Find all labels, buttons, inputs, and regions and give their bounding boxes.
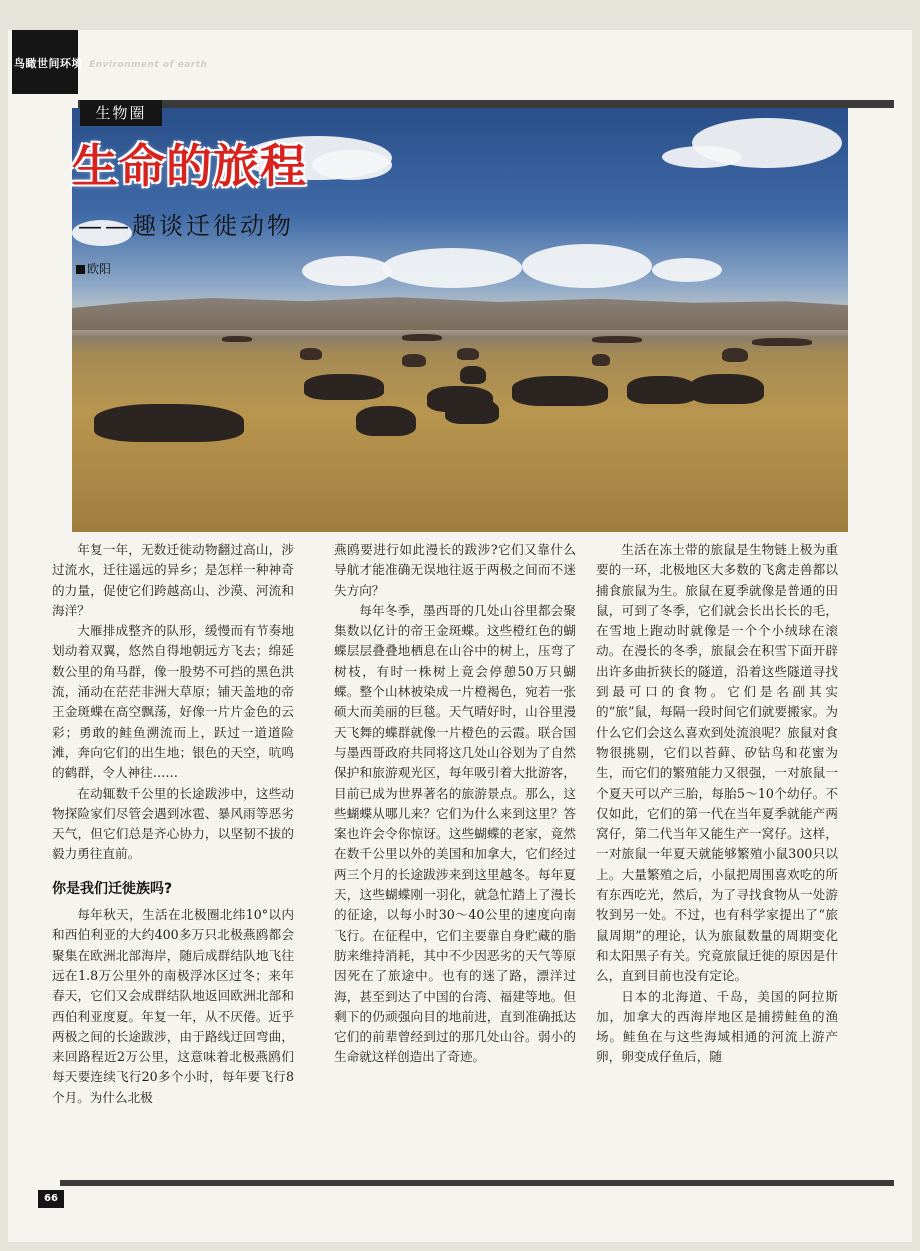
paragraph: 年复一年，无数迁徙动物翻过高山，涉过流水，迁往遥远的异乡；是怎样一种神奇的力量，促使它们跨越高山、沙漠、河流和海洋？ (52, 542, 294, 618)
article-subtitle: ——趣谈迁徙动物 (78, 212, 294, 240)
category-label: 生物圈 (80, 100, 162, 126)
article-title: 生命的旅程 (72, 139, 307, 193)
bottom-rule (60, 1180, 894, 1186)
square-bullet-icon (76, 265, 85, 274)
paragraph: 在动辄数千公里的长途跋涉中，这些动物探险家们尽管会遇到冰雹、暴风雨等恶劣天气，但它们总是齐心协力，以坚韧不拔的毅力勇往直前。 (52, 785, 294, 862)
section-heading: 你是我们迁徙族吗? (52, 880, 173, 897)
text-column-1 (52, 540, 294, 1178)
paragraph: 生活在冻土带的旅鼠是生物链上极为重要的一环，北极地区大多数的飞禽走兽都以捕食旅鼠为生。旅鼠在夏季就像是普通的田鼠，可到了冬季，它们就会长出长长的毛，在雪地上跑动时就像是一个个小绒球在滚动。在漫长的冬季，旅鼠会在积雪下面开辟出许多曲折狭长的隧道，沿着这些隧道寻找到最可口的食物。它们是名副其实的“旅”鼠，每隔一段时间它们就要搬家。为什么它们会这么喜欢到处流浪呢？旅鼠对食物很挑剔，它们以苔藓、矽钻鸟和花蜜为生，而它们的繁殖能力又很强，一对旅鼠一个夏天可以产三胎，每胎5～10个幼仔。不仅如此，它们的第一代在当年夏季就能产两窝仔，第二代当年又能生产一窝仔。这样，一对旅鼠一年夏天就能够繁殖小鼠300只以上。大量繁殖之后，小鼠把周围喜欢吃的所有东西吃光，然后，为了寻找食物从一处游牧到另一处。不过，也有科学家提出了“旅鼠周期”的理论，认为旅鼠数量的周期变化和太阳黑子有关。究竟旅鼠迁徙的原因是什么，直到目前也没有定论。 (596, 542, 838, 984)
top-rule (78, 100, 894, 108)
paragraph: 日本的北海道、千岛，美国的阿拉斯加，加拿大的西海岸地区是捕捞鲑鱼的渔场。鲑鱼在与这些海域相通的河流上游产卵，卵变成仔鱼后，随 (596, 988, 838, 1065)
section-title-en: Environment of earth (89, 60, 208, 70)
text-column-3 (596, 540, 838, 1178)
section-header (14, 56, 207, 72)
paragraph: 燕鸥要进行如此漫长的跋涉?它们又靠什么导航才能准确无误地往返于两极之间而不迷失方向？ (334, 542, 576, 598)
text-column-2 (334, 540, 576, 1178)
section-title-cn: 鸟瞰世间环境 (14, 57, 83, 70)
paragraph: 每年秋天，生活在北极圈北纬10°以内和西伯利亚的大约400多万只北极燕鸥都会聚集在欧洲北部海岸，随后成群结队地飞往远在1.8万公里外的南极浮冰区过冬；来年春天，它们又会成群结队地返回欧洲北部和西伯利亚度夏。年复一年，从不厌倦。近乎两极之间的长途跋涉，由于路线迂回弯曲，来回路程近2万公里，这意味着北极燕鸥们每天要连续飞行20多个小时，每年要飞行8个月。为什么北极 (52, 907, 294, 1105)
author-line (76, 260, 111, 278)
page-number: 66 (38, 1190, 64, 1208)
paragraph: 每年冬季，墨西哥的几处山谷里都会聚集数以亿计的帝王金斑蝶。这些橙红色的蝴蝶层层叠叠地栖息在山谷中的树上，压弯了树枝，有时一株树上竟会停憩50万只蝴蝶。整个山林被染成一片橙褐色，宛若一张硕大而美丽的巨毯。天气晴好时，山谷里漫天飞舞的蝶群就像一片橙色的云霞。联合国与墨西哥政府共同将这几处山谷划为了自然保护和旅游观光区，每年吸引着大批游客，目前已成为世界著名的旅游景点。那么，这些蝴蝶从哪儿来？它们为什么来到这里？答案也许会令你惊讶。这些蝴蝶的老家，竟然在数千公里以外的美国和加拿大，它们经过两三个月的长途跋涉来到这里越冬。每年夏天，这些蝴蝶刚一羽化，就急忙踏上了漫长的征途，以每小时30～40公里的速度向南飞行。在征程中，它们主要靠自身贮藏的脂肪来维持消耗，其中不少因恶劣的天气等原因死在了旅途中。也有的迷了路，漂洋过海，甚至到达了中国的台湾、福建等地。但剩下的仍顽强向目的地前进，直到准确抵达它们的前辈曾经到过的那几处山谷。弱小的生命就这样创造出了奇迹。 (334, 602, 576, 1065)
author-name: 欧阳 (87, 262, 112, 276)
paragraph: 大雁排成整齐的队形，缓慢而有节奏地划动着双翼，悠然自得地朝远方飞去；绵延数公里的角马群，像一股势不可挡的黑色洪流，涌动在茫茫非洲大草原；铺天盖地的帝王金斑蝶在高空飘荡，好像一片片金色的云彩；勇敢的鲑鱼溯流而上，跃过一道道险滩，奔向它们的出生地；银色的天空，吭鸣的鹤群，令人神往…… (52, 623, 294, 781)
